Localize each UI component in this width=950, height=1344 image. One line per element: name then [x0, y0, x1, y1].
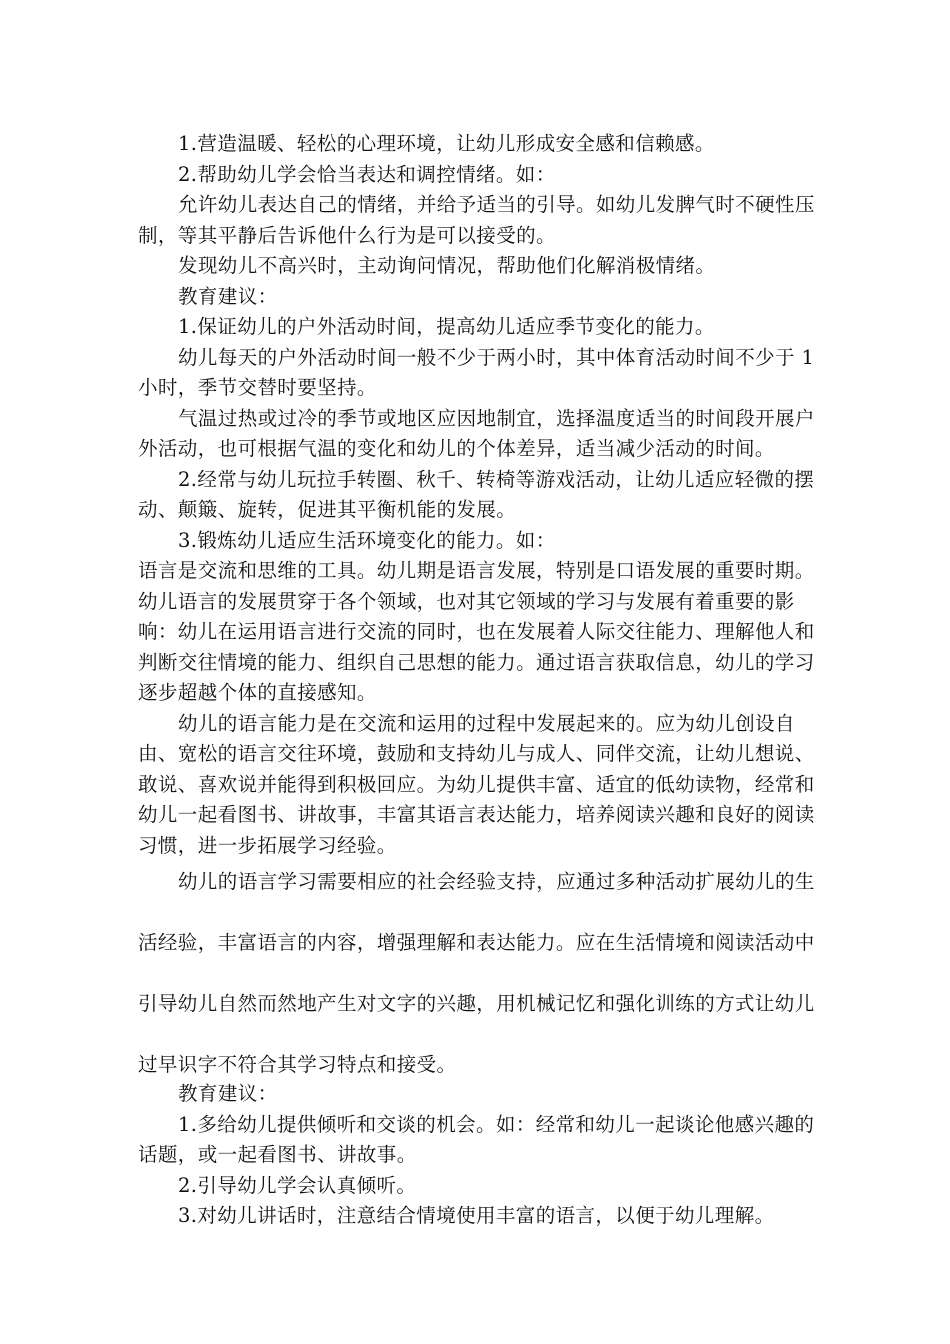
- paragraph: 2.引导幼儿学会认真倾听。: [178, 1173, 417, 1197]
- paragraph: 幼儿的语言学习需要相应的社会经验支持，应通过多种活动扩展幼儿的生活经验，丰富语言的内容，增强理解和表达能力。应在生活情境和阅读活动中引导幼儿自然而然地产生对文字的兴趣，用机械记忆和强化训练的方式让幼儿过早识字不符合其学习特点和接受。: [138, 870, 815, 1076]
- paragraph: 3.对幼儿讲话时，注意结合情境使用丰富的语言，以便于幼儿理解。: [178, 1204, 775, 1227]
- paragraph: 1.保证幼儿的户外活动时间，提高幼儿适应季节变化的能力。: [178, 315, 715, 338]
- paragraph: 允许幼儿表达自己的情绪，并给予适当的引导。如幼儿发脾气时不硬性压制，等其平静后告诉他什么行为是可以接受的。: [138, 193, 815, 247]
- section-heading: 教育建议：: [178, 284, 278, 308]
- document-body-continued: [138, 1079, 818, 1232]
- section-heading: 教育建议：: [178, 1082, 278, 1105]
- paragraph: 3.锻炼幼儿适应生活环境变化的能力。如：: [178, 528, 556, 552]
- paragraph: 1.营造温暖、轻松的心理环境，让幼儿形成安全感和信赖感。: [178, 132, 715, 155]
- paragraph: 幼儿的语言能力是在交流和运用的过程中发展起来的。应为幼儿创设自由、宽松的语言交往环境，鼓励和支持幼儿与成人、同伴交流，让幼儿想说、敢说、喜欢说并能得到积极回应。为幼儿提供丰富、适宜的低幼读物，经常和幼儿一起看图书、讲故事，丰富其语言表达能力，培养阅读兴趣和良好的阅读习惯，进一步拓展学习经验。: [138, 711, 815, 857]
- document-body: [138, 129, 821, 861]
- paragraph: 幼儿每天的户外活动时间一般不少于两小时，其中体育活动时间不少于 1 小时，季节交替时要坚持。: [138, 345, 821, 399]
- paragraph: 2.经常与幼儿玩拉手转圈、秋千、转椅等游戏活动，让幼儿适应轻微的摆动、颠簸、旋转，促进其平衡机能的发展。: [138, 467, 815, 521]
- wide-spaced-paragraph: [138, 851, 818, 1095]
- paragraph: 1.多给幼儿提供倾听和交谈的机会。如：经常和幼儿一起谈论他感兴趣的话题，或一起看图书、讲故事。: [138, 1112, 815, 1166]
- paragraph: 2.帮助幼儿学会恰当表达和调控情绪。如：: [178, 162, 556, 186]
- paragraph: 气温过热或过冷的季节或地区应因地制宜，选择温度适当的时间段开展户外活动，也可根据气温的变化和幼儿的个体差异，适当减少活动的时间。: [138, 406, 815, 460]
- paragraph: 发现幼儿不高兴时，主动询问情况，帮助他们化解消极情绪。: [178, 254, 716, 277]
- paragraph: 语言是交流和思维的工具。幼儿期是语言发展，特别是口语发展的重要时期。幼儿语言的发展贯穿于各个领域，也对其它领域的学习与发展有着重要的影响：幼儿在运用语言进行交流的同时，也在发展着人际交往能力、理解他人和判断交往情境的能力、组织自己思想的能力。通过语言获取信息，幼儿的学习逐步超越个体的直接感知。: [138, 559, 815, 704]
